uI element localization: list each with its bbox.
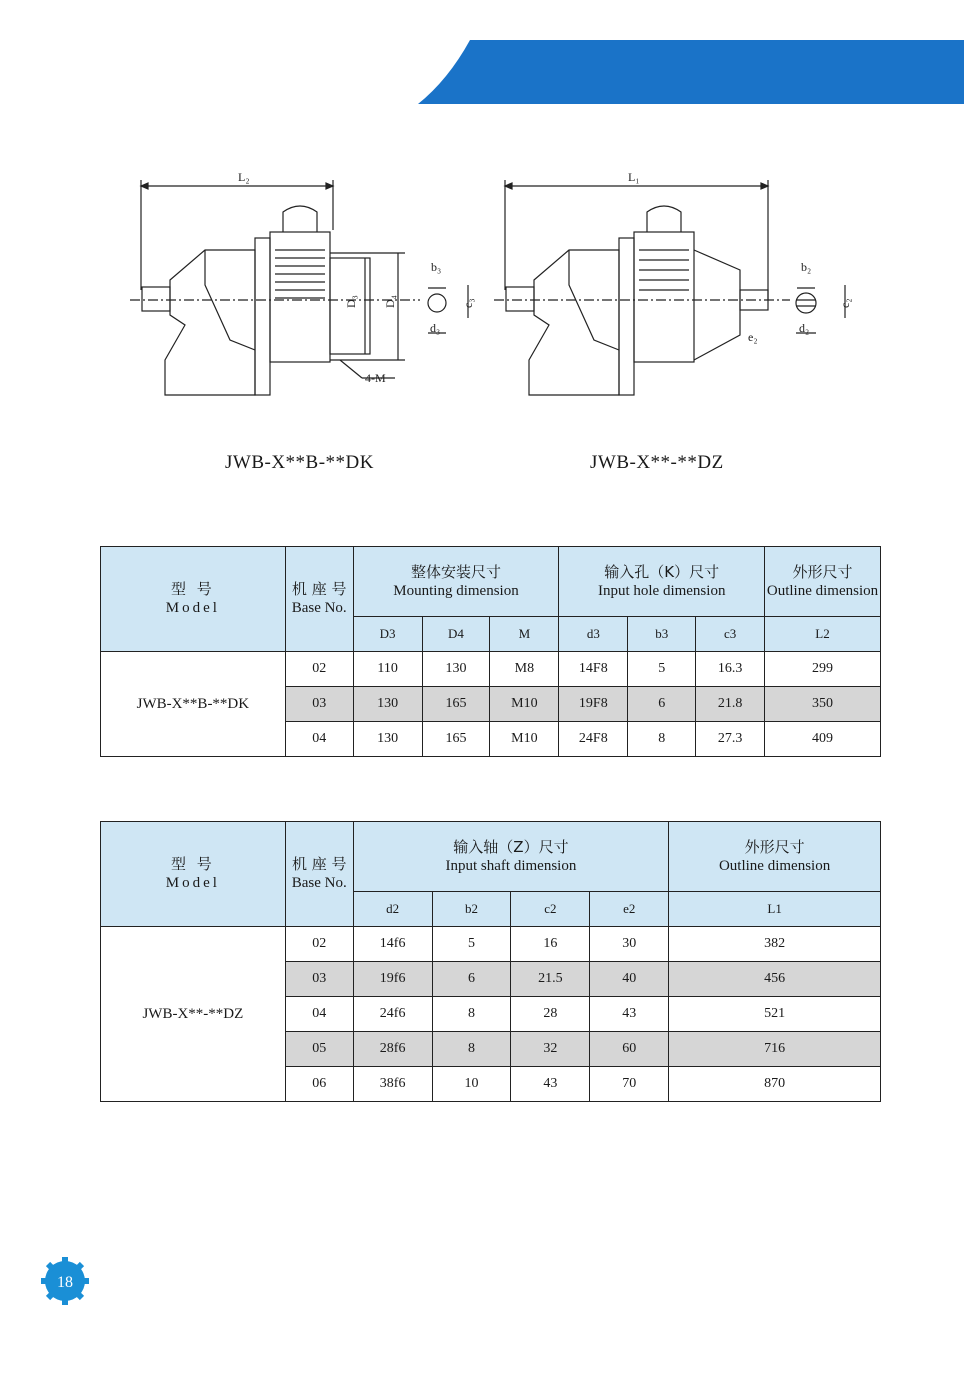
input-hole-header-en: Input hole dimension xyxy=(597,582,726,599)
svg-text:4-M: 4-M xyxy=(365,371,386,385)
model-header xyxy=(101,547,286,652)
value-cell: 299 xyxy=(765,652,881,687)
header-band xyxy=(418,40,964,104)
svg-text:c₃: c₃ xyxy=(461,298,475,308)
value-cell: M8 xyxy=(490,652,559,687)
value-cell: 21.8 xyxy=(696,687,765,722)
value-cell: M10 xyxy=(490,687,559,722)
outline-header-zh: 外形尺寸 xyxy=(792,562,853,581)
svg-text:b₂: b₂ xyxy=(801,260,812,274)
value-cell: 110 xyxy=(353,652,422,687)
column-header: D4 xyxy=(422,617,490,652)
column-header: b2 xyxy=(432,892,511,927)
value-cell: 19f6 xyxy=(353,962,432,997)
mounting-header-zh: 整体安装尺寸 xyxy=(411,562,502,581)
dz-drawing xyxy=(494,180,845,395)
value-cell: 16 xyxy=(511,927,590,962)
svg-text:d₂: d₂ xyxy=(799,321,810,335)
column-header: c3 xyxy=(696,617,765,652)
svg-text:D₄: D₄ xyxy=(383,295,397,308)
value-cell: 6 xyxy=(628,687,696,722)
value-cell: 27.3 xyxy=(696,722,765,757)
dk-caption: JWB-X**B-**DK xyxy=(225,452,374,473)
outline-header xyxy=(765,547,881,617)
page-number-badge xyxy=(40,1256,90,1306)
technical-drawings xyxy=(0,150,964,480)
value-cell: 30 xyxy=(590,927,669,962)
base-cell: 02 xyxy=(285,927,353,962)
value-cell: 8 xyxy=(432,997,511,1032)
outline-header xyxy=(669,822,881,892)
base-cell: 03 xyxy=(285,962,353,997)
base-header xyxy=(285,547,353,652)
outline-header-en: Outline dimension xyxy=(766,582,879,599)
input-hole-header-zh: 输入孔（K）尺寸 xyxy=(604,562,720,581)
outline-header-en: Outline dimension xyxy=(718,857,831,874)
column-header: c2 xyxy=(511,892,590,927)
column-header: M xyxy=(490,617,559,652)
column-header: e2 xyxy=(590,892,669,927)
value-cell: M10 xyxy=(490,722,559,757)
input-hole-header xyxy=(559,547,765,617)
value-cell: 130 xyxy=(353,722,422,757)
value-cell: 5 xyxy=(432,927,511,962)
value-cell: 16.3 xyxy=(696,652,765,687)
value-cell: 21.5 xyxy=(511,962,590,997)
svg-text:D₃: D₃ xyxy=(344,295,358,308)
model-cell: JWB-X**B-**DK xyxy=(101,652,286,757)
value-cell: 870 xyxy=(669,1067,881,1102)
value-cell: 382 xyxy=(669,927,881,962)
base-header-en: Base No. xyxy=(291,600,347,616)
value-cell: 43 xyxy=(511,1067,590,1102)
value-cell: 716 xyxy=(669,1032,881,1067)
value-cell: 19F8 xyxy=(559,687,628,722)
value-cell: 14F8 xyxy=(559,652,628,687)
input-shaft-header xyxy=(353,822,669,892)
value-cell: 28f6 xyxy=(353,1032,432,1067)
base-cell: 05 xyxy=(285,1032,353,1067)
dz-dimension-table xyxy=(100,821,881,1102)
mounting-header-en: Mounting dimension xyxy=(393,582,519,599)
model-header-zh: 型 号 xyxy=(170,855,215,873)
column-header: L2 xyxy=(765,617,881,652)
value-cell: 6 xyxy=(432,962,511,997)
table-row xyxy=(101,652,881,687)
value-cell: 24f6 xyxy=(353,997,432,1032)
value-cell: 5 xyxy=(628,652,696,687)
mounting-header xyxy=(353,547,559,617)
value-cell: 8 xyxy=(432,1032,511,1067)
value-cell: 70 xyxy=(590,1067,669,1102)
svg-text:L₂: L₂ xyxy=(238,170,250,184)
value-cell: 130 xyxy=(353,687,422,722)
value-cell: 32 xyxy=(511,1032,590,1067)
svg-text:L₁: L₁ xyxy=(628,170,640,184)
value-cell: 409 xyxy=(765,722,881,757)
model-header-en: Model xyxy=(165,600,220,616)
column-header: b3 xyxy=(628,617,696,652)
value-cell: 165 xyxy=(422,687,490,722)
svg-text:c₂: c₂ xyxy=(838,298,852,308)
base-header-zh: 机 座 号 xyxy=(291,855,347,873)
dz-caption: JWB-X**-**DZ xyxy=(590,452,724,473)
value-cell: 38f6 xyxy=(353,1067,432,1102)
base-cell: 02 xyxy=(285,652,353,687)
value-cell: 10 xyxy=(432,1067,511,1102)
value-cell: 60 xyxy=(590,1032,669,1067)
base-header xyxy=(285,822,353,927)
base-header-zh: 机 座 号 xyxy=(291,580,347,598)
value-cell: 43 xyxy=(590,997,669,1032)
input-shaft-header-en: Input shaft dimension xyxy=(445,857,577,874)
value-cell: 14f6 xyxy=(353,927,432,962)
input-shaft-header-zh: 输入轴（Z）尺寸 xyxy=(453,837,569,856)
model-header-en: Model xyxy=(165,875,220,891)
table-row xyxy=(101,927,881,962)
page-number: 18 xyxy=(57,1274,73,1291)
model-cell: JWB-X**-**DZ xyxy=(101,927,286,1102)
svg-text:e₂: e₂ xyxy=(748,330,758,344)
dk-dimension-table xyxy=(100,546,881,757)
column-header: L1 xyxy=(669,892,881,927)
value-cell: 24F8 xyxy=(559,722,628,757)
base-cell: 03 xyxy=(285,687,353,722)
outline-header-zh: 外形尺寸 xyxy=(744,837,805,856)
svg-text:d₃: d₃ xyxy=(430,321,441,335)
column-header: d3 xyxy=(559,617,628,652)
base-header-en: Base No. xyxy=(291,875,347,891)
model-header-zh: 型 号 xyxy=(170,580,215,598)
column-header: d2 xyxy=(353,892,432,927)
base-cell: 04 xyxy=(285,997,353,1032)
base-cell: 04 xyxy=(285,722,353,757)
dk-drawing xyxy=(130,180,468,395)
column-header: D3 xyxy=(353,617,422,652)
value-cell: 8 xyxy=(628,722,696,757)
value-cell: 521 xyxy=(669,997,881,1032)
value-cell: 130 xyxy=(422,652,490,687)
model-header xyxy=(101,822,286,927)
svg-text:b₃: b₃ xyxy=(431,260,442,274)
value-cell: 456 xyxy=(669,962,881,997)
value-cell: 350 xyxy=(765,687,881,722)
base-cell: 06 xyxy=(285,1067,353,1102)
value-cell: 165 xyxy=(422,722,490,757)
value-cell: 28 xyxy=(511,997,590,1032)
value-cell: 40 xyxy=(590,962,669,997)
